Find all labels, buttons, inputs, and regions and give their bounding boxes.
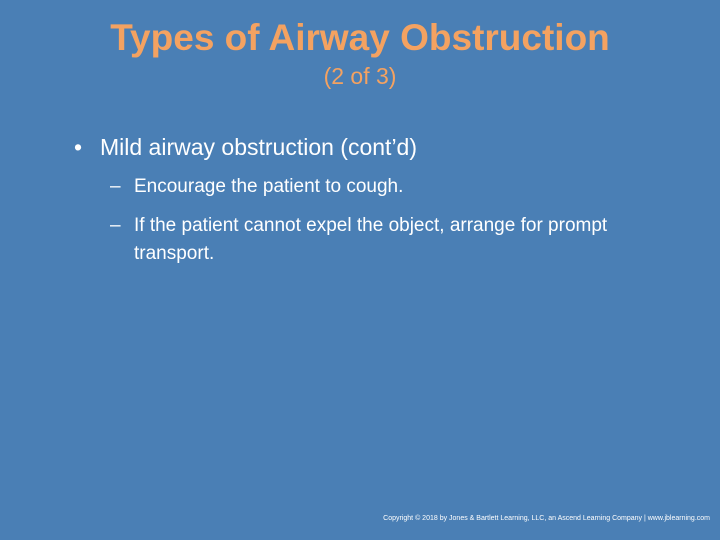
bullet-marker: • [74, 134, 83, 160]
sub-bullet-item [110, 173, 650, 201]
bullet-text: Mild airway obstruction (cont’d) [100, 134, 418, 160]
slide-title: Types of Airway Obstruction [110, 17, 610, 58]
sub-bullet-marker: – [110, 215, 121, 236]
bullet-item [74, 132, 674, 162]
sub-bullet-item [110, 212, 650, 268]
slide-subtitle: (2 of 3) [323, 63, 397, 89]
sub-bullet-marker: – [110, 176, 121, 197]
sub-bullet-text: Encourage the patient to cough. [134, 176, 404, 197]
copyright-footer: Copyright © 2018 by Jones & Bartlett Learning, LLC, an Ascend Learning Company | www.jblearning.com [383, 515, 710, 522]
sub-bullet-text: If the patient cannot expel the object, arrange for prompt transport. [134, 215, 608, 264]
